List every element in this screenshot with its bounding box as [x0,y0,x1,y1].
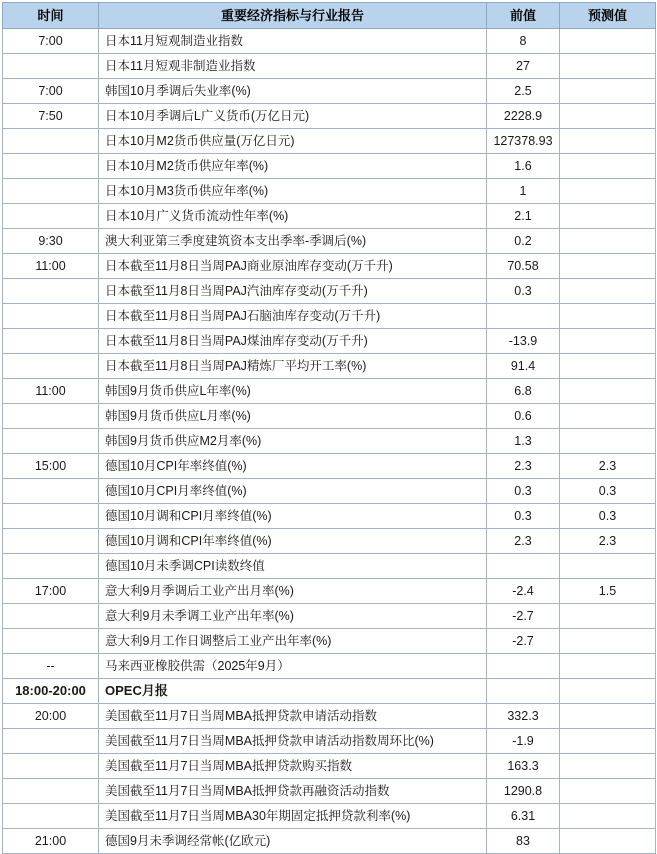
cell-forecast-value [560,829,656,854]
cell-previous-value: 2.1 [487,204,560,229]
cell-previous-value: -2.4 [487,579,560,604]
cell-event: 韩国10月季调后失业率(%) [99,79,487,104]
cell-event: 德国10月调和CPI年率终值(%) [99,529,487,554]
cell-forecast-value: 2.3 [560,529,656,554]
cell-previous-value: 127378.93 [487,129,560,154]
cell-forecast-value: 0.3 [560,479,656,504]
cell-previous-value: 0.3 [487,479,560,504]
cell-forecast-value [560,804,656,829]
cell-event: 日本10月季调后L广义货币(万亿日元) [99,104,487,129]
cell-previous-value: 2.3 [487,454,560,479]
cell-event: 日本11月短观制造业指数 [99,29,487,54]
cell-event: 意大利9月工作日调整后工业产出年率(%) [99,629,487,654]
cell-previous-value: -1.9 [487,729,560,754]
column-header-forecast: 预测值 [560,3,656,29]
cell-event: 德国10月CPI月率终值(%) [99,479,487,504]
cell-previous-value: 0.6 [487,404,560,429]
cell-event: 美国截至11月7日当周MBA30年期固定抵押贷款利率(%) [99,804,487,829]
cell-event: 意大利9月季调后工业产出月率(%) [99,579,487,604]
cell-time [3,754,99,779]
cell-previous-value: 91.4 [487,354,560,379]
cell-previous-value: 8 [487,29,560,54]
table-row[interactable] [3,804,656,829]
cell-event: 美国截至11月7日当周MBA抵押贷款申请活动指数周环比(%) [99,729,487,754]
cell-time: -- [3,654,99,679]
cell-previous-value: 27 [487,54,560,79]
cell-previous-value: 70.58 [487,254,560,279]
cell-event: 日本10月广义货币流动性年率(%) [99,204,487,229]
cell-forecast-value: 1.5 [560,579,656,604]
cell-forecast-value: 0.3 [560,504,656,529]
cell-previous-value: 0.3 [487,279,560,304]
cell-event: 澳大利亚第三季度建筑资本支出季率-季调后(%) [99,229,487,254]
cell-event: 意大利9月未季调工业产出年率(%) [99,604,487,629]
table-row[interactable] [3,829,656,854]
cell-previous-value: 83 [487,829,560,854]
cell-time: 15:00 [3,454,99,479]
cell-event: 日本截至11月8日当周PAJ汽油库存变动(万千升) [99,279,487,304]
cell-event: 美国截至11月7日当周MBA抵押贷款再融资活动指数 [99,779,487,804]
cell-time: 17:00 [3,579,99,604]
cell-previous-value: 0.3 [487,504,560,529]
cell-event: 日本截至11月8日当周PAJ煤油库存变动(万千升) [99,329,487,354]
cell-time: 7:50 [3,104,99,129]
cell-forecast-value [560,754,656,779]
cell-event: OPEC月报 [99,679,487,704]
cell-time: 21:00 [3,829,99,854]
column-header-time: 时间 [3,3,99,29]
cell-time: 20:00 [3,704,99,729]
cell-time [3,779,99,804]
cell-event: 日本10月M2货币供应量(万亿日元) [99,129,487,154]
cell-time: 18:00-20:00 [3,679,99,704]
column-header-event: 重要经济指标与行业报告 [99,3,487,29]
cell-time: 11:00 [3,379,99,404]
cell-event: 美国截至11月7日当周MBA抵押贷款申请活动指数 [99,704,487,729]
cell-event: 日本截至11月8日当周PAJ石脑油库存变动(万千升) [99,304,487,329]
cell-time: 9:30 [3,229,99,254]
cell-event: 日本10月M3货币供应年率(%) [99,179,487,204]
cell-event: 美国截至11月7日当周MBA抵押贷款购买指数 [99,754,487,779]
cell-previous-value: 2228.9 [487,104,560,129]
cell-previous-value: 1.6 [487,154,560,179]
table-row[interactable] [3,754,656,779]
cell-event: 德国10月未季调CPI读数终值 [99,554,487,579]
cell-previous-value: 163.3 [487,754,560,779]
cell-event: 韩国9月货币供应M2月率(%) [99,429,487,454]
cell-time: 11:00 [3,254,99,279]
table-row[interactable] [3,779,656,804]
cell-previous-value: 6.31 [487,804,560,829]
cell-event: 日本截至11月8日当周PAJ商业原油库存变动(万千升) [99,254,487,279]
cell-event: 日本10月M2货币供应年率(%) [99,154,487,179]
cell-previous-value: 1290.8 [487,779,560,804]
cell-previous-value: 1.3 [487,429,560,454]
cell-previous-value: 0.2 [487,229,560,254]
cell-previous-value: -2.7 [487,604,560,629]
cell-previous-value: 332.3 [487,704,560,729]
cell-previous-value: 1 [487,179,560,204]
cell-event: 日本截至11月8日当周PAJ精炼厂平均开工率(%) [99,354,487,379]
cell-time: 7:00 [3,29,99,54]
cell-event: 日本11月短观非制造业指数 [99,54,487,79]
cell-forecast-value: 2.3 [560,454,656,479]
cell-event: 德国10月调和CPI月率终值(%) [99,504,487,529]
cell-event: 马来西亚橡胶供需（2025年9月） [99,654,487,679]
cell-event: 德国9月未季调经常帐(亿欧元) [99,829,487,854]
cell-previous-value: -13.9 [487,329,560,354]
column-header-previous: 前值 [487,3,560,29]
cell-event: 德国10月CPI年率终值(%) [99,454,487,479]
cell-previous-value: 6.8 [487,379,560,404]
cell-event: 韩国9月货币供应L年率(%) [99,379,487,404]
cell-forecast-value [560,779,656,804]
cell-previous-value: 2.3 [487,529,560,554]
cell-event: 韩国9月货币供应L月率(%) [99,404,487,429]
cell-time [3,804,99,829]
cell-previous-value: 2.5 [487,79,560,104]
cell-time: 7:00 [3,79,99,104]
cell-previous-value: -2.7 [487,629,560,654]
